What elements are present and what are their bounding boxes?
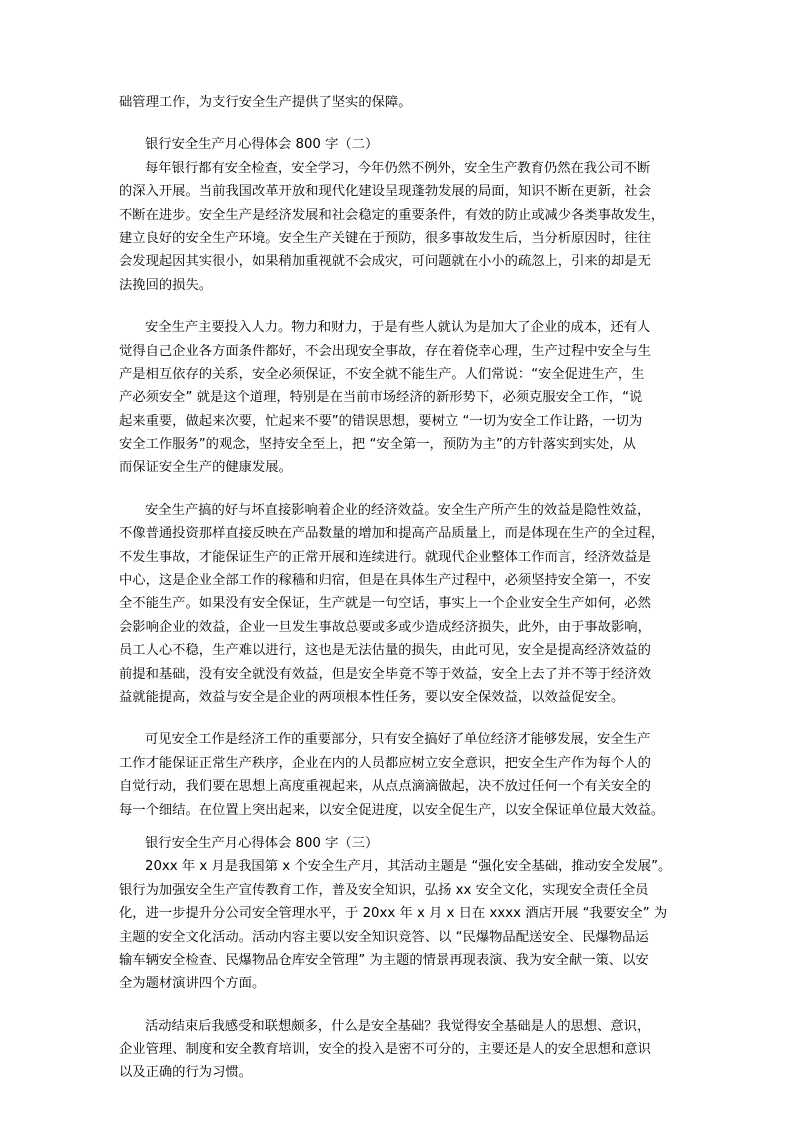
section-three (119, 832, 679, 996)
text-line: 每年银行都有安全检查，安全学习，今年仍然不例外，安全生产教育仍然在我公司不断 (145, 160, 651, 176)
text-line: 前提和基础，没有安全就没有效益，但是安全毕竟不等于效益，安全上去了并不等于经济效 (119, 666, 651, 682)
text-line: 全为题材演讲四个方面。 (119, 976, 266, 992)
text-line: 起来重要，做起来次要，忙起来不要”的错误思想，要树立 “一切为安全工作让路，一切为 (119, 413, 643, 429)
text-line: 产是相互依存的关系，安全必须保证，不安全就不能生产。人们常说：“安全促进生产，生 (119, 366, 645, 382)
text-line: 不发生事故，才能保证生产的正常开展和连续进行。就现代企业整体工作而言，经济效益是 (119, 549, 651, 565)
text-line: 工作才能保证正常生产秩序，企业在内的人员都应树立安全意识，把安全生产作为每个人的 (119, 755, 651, 771)
text-line: 础管理工作，为支行安全生产提供了坚实的保障。 (119, 95, 412, 110)
text-line: 以及正确的行为习惯。 (119, 1065, 252, 1081)
text-line: 会影响企业的效益，企业一旦发生事故总要或多或少造成经济损失，此外，由于事故影响， (119, 619, 651, 635)
section-heading: 银行安全生产月心得体会 800 字（二） (145, 137, 379, 153)
text-line: 自觉行动，我们要在思想上高度重视起来，从点点滴滴做起，决不放过任何一个有关安全的 (119, 779, 651, 795)
section-heading: 银行安全生产月心得体会 800 字（三） (145, 835, 379, 851)
text-line: 员工人心不稳，生产难以进行，这也是无法估量的损失，由此可见，安全是提高经济效益的 (119, 643, 651, 659)
text-line: 觉得自己企业各方面条件都好，不会出现安全事故，存在着侥幸心理，生产过程中安全与生 (119, 343, 651, 359)
text-line: 产必须安全” 就是这个道理，特别是在当前市场经济的新形势下，必须克服安全工作，“说 (119, 390, 643, 406)
section-two (119, 133, 679, 297)
paragraph (119, 316, 679, 480)
paragraph (119, 91, 679, 114)
text-line: 每一个细结。在位置上突出起来，以安全促进度，以安全促生产，以安全保证单位最大效益。 (119, 802, 665, 818)
text-line: 建立良好的安全生产环境。安全生产关键在于预防，很多事故发生后，当分析原因时，往往 (119, 230, 651, 246)
text-line: 20xx 年 x 月是我国第 x 个安全生产月，其活动主题是 “强化安全基础，推动安全发展”。 (145, 859, 672, 875)
text-line: 安全生产搞的好与坏直接影响着企业的经济效益。安全生产所产生的效益是隐性效益， (145, 502, 651, 518)
text-line: 企业管理、制度和安全教育培训，安全的投入是密不可分的，主要还是人的安全思想和意识 (119, 1042, 651, 1058)
text-line: 法挽回的损失。 (119, 277, 213, 293)
text-line: 中心，这是企业全部工作的稼穑和归宿，但是在具体生产过程中，必须坚持安全第一，不安 (119, 573, 651, 589)
text-line: 输车辆安全检查、民爆物品仓库安全管理” 为主题的情景再现表演、我为安全献一策、以安 (119, 952, 649, 968)
paragraph (119, 499, 679, 710)
paragraph (119, 1015, 679, 1085)
paragraph (119, 728, 679, 822)
text-line: 银行为加强安全生产宣传教育工作，普及安全知识，弘扬 xx 安全文化，实现安全责任全员 (119, 882, 649, 898)
text-line: 而保证安全生产的健康发展。 (119, 460, 292, 476)
document-page (119, 91, 679, 1085)
text-line: 会发现起因其实很小，如果稍加重视就不会成灾，可问题就在小小的疏忽上，引来的却是无 (119, 254, 651, 270)
text-line: 的深入开展。当前我国改革开放和现代化建设呈现蓬勃发展的局面，知识不断在更新，社会 (119, 184, 651, 200)
text-line: 安全生产主要投入人力。物力和财力，于是有些人就认为是加大了企业的成本，还有人 (145, 320, 651, 336)
text-line: 化，进一步提升分公司安全管理水平，于 20xx 年 x 月 x 日在 xxxx 酒店开展 “我要安全” 为 (119, 906, 668, 922)
text-line: 不像普通投资那样直接反映在产品数量的增加和提高产品质量上，而是体现在生产的全过程， (119, 526, 665, 542)
text-line: 全不能生产。如果没有安全保证，生产就是一句空话，事实上一个企业安全生产如何，必然 (119, 596, 651, 612)
text-line: 益就能提高，效益与安全是企业的两项根本性任务，要以安全保效益，以效益促安全。 (119, 689, 625, 705)
text-line: 主题的安全文化活动。活动内容主要以安全知识竞答、以 “民爆物品配送安全、民爆物品运 (119, 929, 649, 945)
text-line: 可见安全工作是经济工作的重要部分，只有安全搞好了单位经济才能够发展，安全生产 (145, 732, 651, 748)
text-line: 不断在进步。安全生产是经济发展和社会稳定的重要条件，有效的防止或减少各类事故发生， (119, 207, 665, 223)
text-line: 活动结束后我感受和联想颇多，什么是安全基础？我觉得安全基础是人的思想、意识， (145, 1018, 651, 1034)
text-line: 安全工作服务”的观念，坚持安全至上，把 “安全第一，预防为主”的方针落实到实处，从 (119, 437, 636, 453)
